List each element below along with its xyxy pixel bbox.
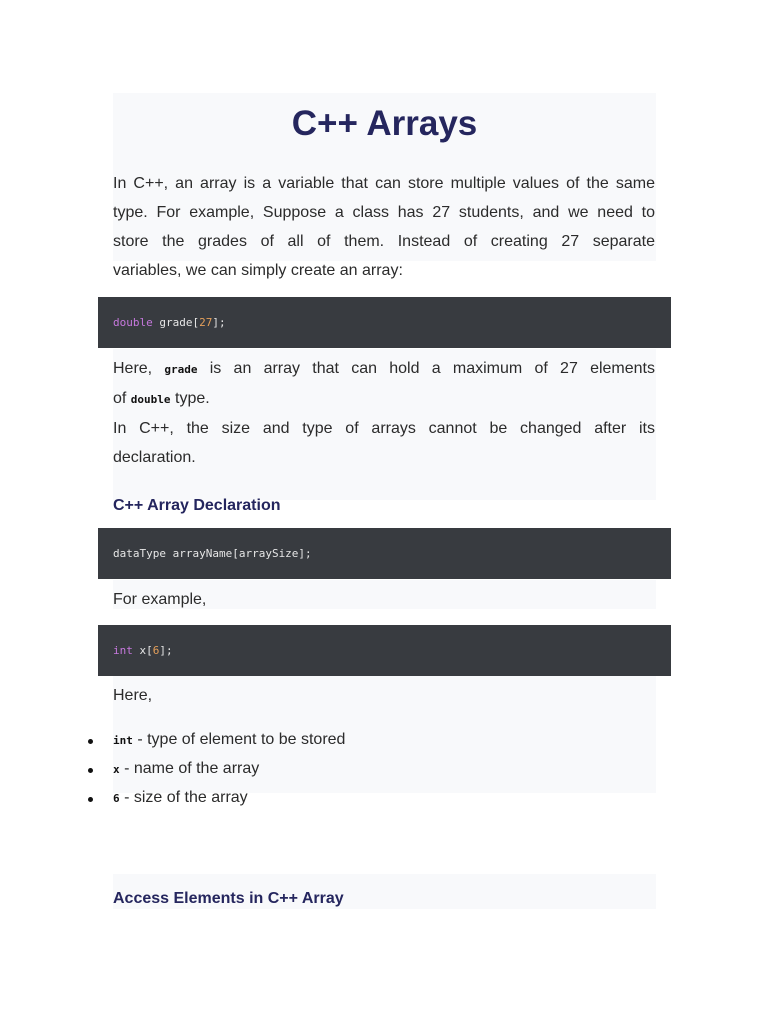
inline-code: x [113, 763, 120, 776]
intro-line: type. For example, Suppose a class has 27 students, and we need to [113, 204, 655, 221]
text: of [113, 390, 131, 407]
code-keyword: int [113, 644, 133, 657]
description-line: In C++, the size and type of arrays cannot be changed after its [113, 420, 655, 437]
code-block-syntax [98, 528, 671, 579]
code-block-int [98, 625, 671, 676]
description-paragraph [113, 354, 655, 472]
text: - size of the array [119, 789, 248, 806]
intro-line: variables, we can simply create an array: [113, 262, 403, 279]
list-item-content [113, 731, 345, 749]
for-example-text: For example, [113, 591, 207, 608]
inline-code: int [113, 734, 133, 747]
list-item-content [113, 760, 259, 778]
description-line [113, 354, 655, 384]
text: Here, [113, 360, 165, 377]
text: is an array that can hold a maximum of 27 elements [197, 360, 655, 377]
code-block-grade [98, 297, 671, 348]
heading-access-elements: Access Elements in C++ Array [113, 890, 344, 907]
code-identifier: x[ [132, 644, 153, 657]
bullet-dot [88, 797, 93, 802]
description-line [113, 384, 655, 414]
text: - type of element to be stored [132, 731, 346, 748]
description-line: declaration. [113, 449, 196, 466]
inline-code: 6 [113, 792, 120, 805]
code-end: ]; [212, 316, 226, 329]
code-syntax: dataType arrayName[arraySize]; [113, 547, 312, 560]
code-keyword: double [113, 316, 153, 329]
intro-line: store the grades of all of them. Instead of creating 27 separate [113, 233, 655, 250]
code-identifier: grade[ [152, 316, 200, 329]
code-end: ]; [159, 644, 173, 657]
bullet-dot [88, 768, 93, 773]
heading-array-declaration: C++ Array Declaration [113, 497, 281, 514]
here-text: Here, [113, 687, 153, 704]
text: - name of the array [119, 760, 260, 777]
page-title: C++ Arrays [291, 104, 478, 143]
list-item-content [113, 789, 248, 807]
intro-paragraph [113, 169, 655, 285]
bullet-dot [88, 739, 93, 744]
intro-line: In C++, an array is a variable that can store multiple values of the same [113, 175, 655, 192]
inline-code-grade: grade [164, 363, 198, 376]
code-number: 27 [199, 316, 213, 329]
code-number: 6 [152, 644, 160, 657]
text: type. [170, 390, 210, 407]
inline-code-double: double [130, 393, 171, 406]
